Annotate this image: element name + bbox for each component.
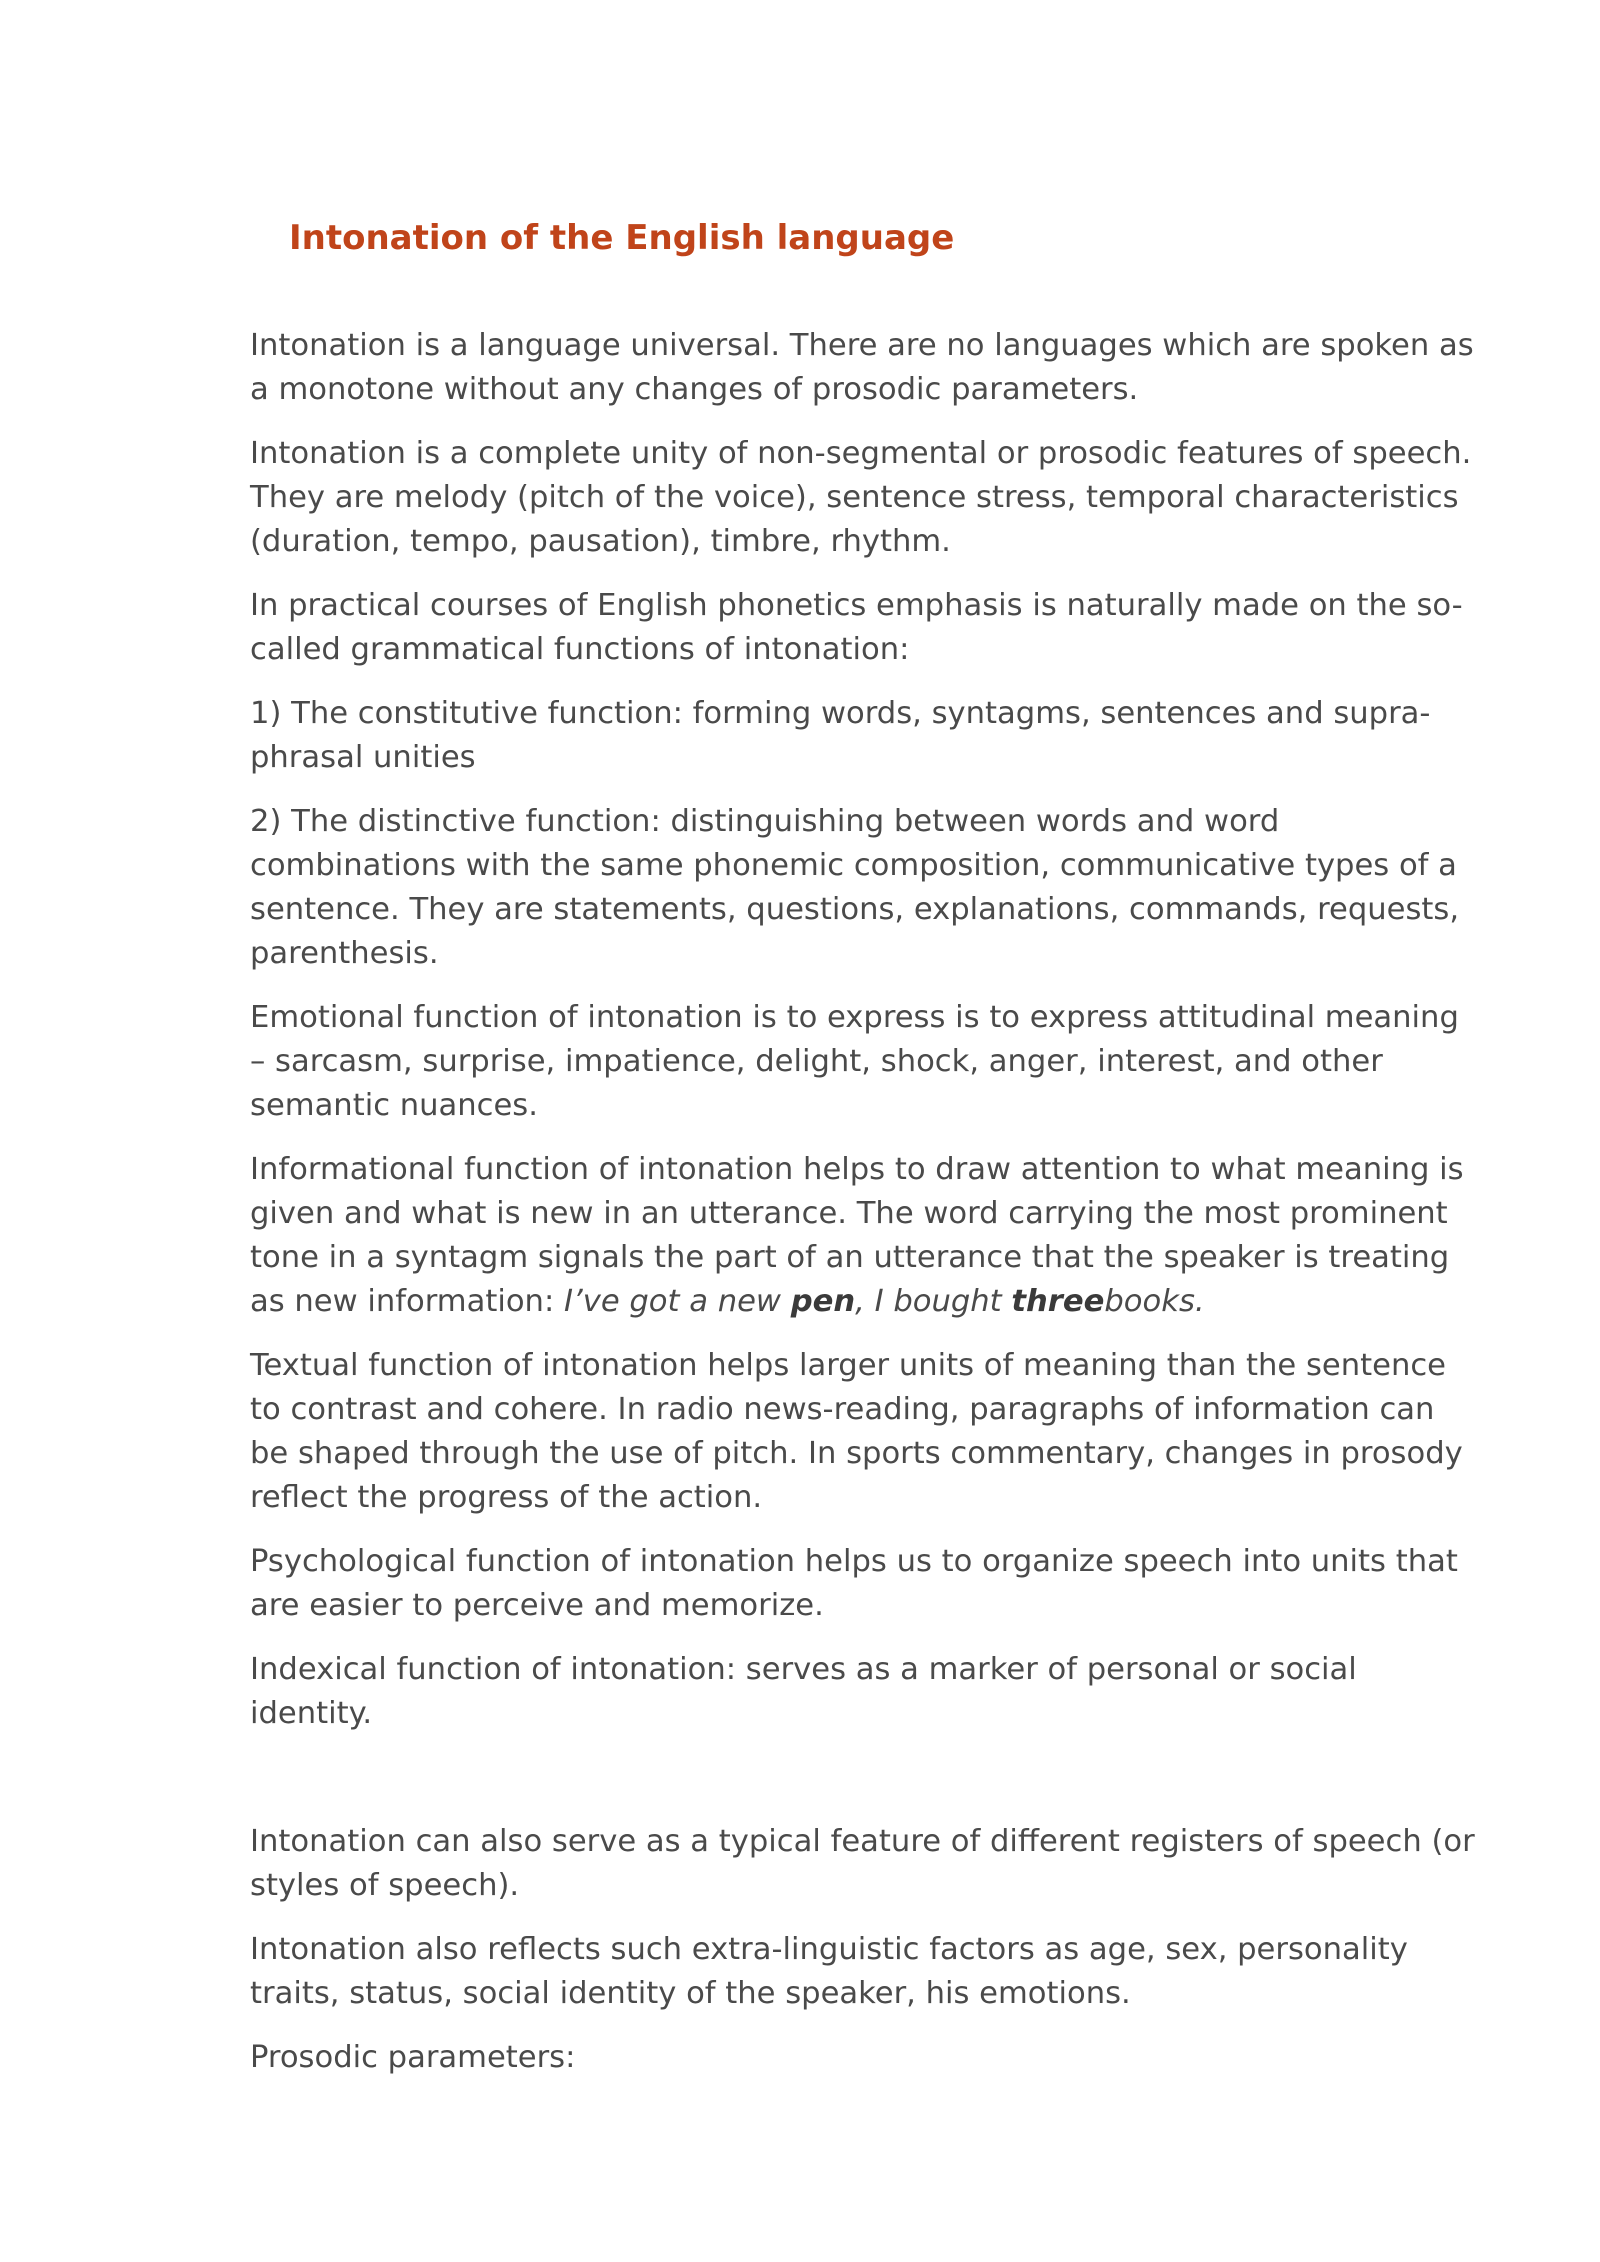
paragraph-extra-linguistic: Intonation also reflects such extra-linguistic factors as age, sex, personality traits, status, social identity of the speaker, his emotions. <box>250 1932 1408 2011</box>
example-emphasis-three: three <box>1011 1284 1105 1319</box>
document-body <box>250 324 1480 2100</box>
example-emphasis-pen: pen <box>790 1284 856 1319</box>
informational-text: Informational function of intonation helps to draw attention to what meaning is given and what is new in an utterance. The word carrying the most prominent tone in a syntagm signals the part of an utterance that the speaker is treating as new information: <box>250 1152 1464 1319</box>
paragraph-emotional-function: Emotional function of intonation is to express is to express attitudinal meaning – sarcasm, surprise, impatience, delight, shock, anger, interest, and other semantic nuances. <box>250 1000 1459 1123</box>
example-separator: , I bought <box>855 1284 1012 1319</box>
example-phrase-1: I’ve got a new <box>563 1284 791 1319</box>
paragraph-registers: Intonation can also serve as a typical feature of different registers of speech (or styles of speech). <box>250 1824 1475 1903</box>
paragraph-psychological-function: Psychological function of intonation helps us to organize speech into units that are easier to perceive and memorize. <box>250 1544 1458 1623</box>
example-phrase-2: books. <box>1104 1284 1205 1319</box>
page-title: Intonation of the English language <box>289 218 955 258</box>
paragraph-informational-function <box>250 1148 1480 1324</box>
paragraph-textual-function: Textual function of intonation helps larger units of meaning than the sentence to contrast and cohere. In radio news-reading, paragraphs of information can be shaped through the use of pitch. In sports commentary, changes in prosody reflect the progress of the action. <box>250 1348 1463 1515</box>
paragraph-indexical-function: Indexical function of intonation: serves as a marker of personal or social identity. <box>250 1652 1357 1731</box>
paragraph-constitutive-function: 1) The constitutive function: forming words, syntagms, sentences and supra-phrasal unities <box>250 696 1431 775</box>
paragraph-distinctive-function: 2) The distinctive function: distinguishing between words and word combinations with the same phonemic composition, communicative types of a sentence. They are statements, questions, explanations, commands, requests, parenthesis. <box>250 804 1460 971</box>
paragraph-definition: Intonation is a language universal. There are no languages which are spoken as a monotone without any changes of prosodic parameters. <box>250 328 1474 407</box>
paragraph-prosodic-parameters: Prosodic parameters: <box>250 2040 576 2075</box>
paragraph-prosodic-features: Intonation is a complete unity of non-segmental or prosodic features of speech. They are melody (pitch of the voice), sentence stress, temporal characteristics (duration, tempo, pausation), timbre, rhythm. <box>250 436 1472 559</box>
paragraph-grammatical-functions: In practical courses of English phonetics emphasis is naturally made on the so-called grammatical functions of intonation: <box>250 588 1463 667</box>
